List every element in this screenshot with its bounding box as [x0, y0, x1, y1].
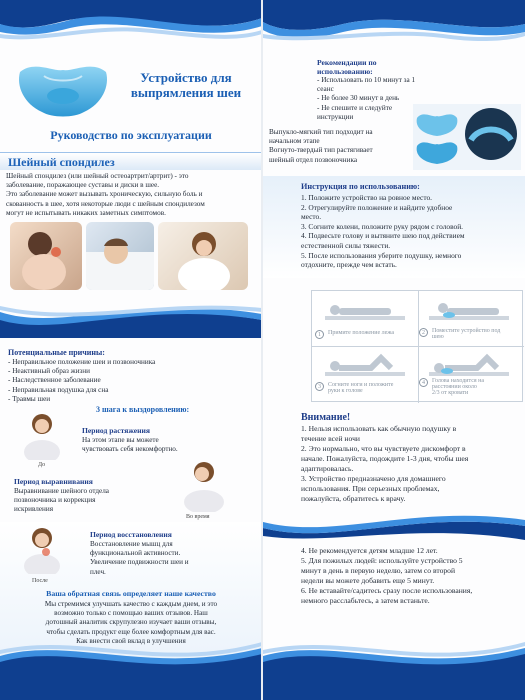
step4-number: 4 [419, 378, 428, 387]
intro-line: скованность в шее, хотя некоторые люди с шейным спондилезом [6, 199, 205, 208]
feedback-line: чтобы сделать продукт еще более комфортным для вас. [46, 627, 216, 636]
instructions-list [301, 193, 523, 270]
cause-item: - Неправильное положение шеи и позвоночника [8, 358, 156, 366]
stretch-line: чувствовать себя некомфортно. [82, 445, 178, 454]
feedback-title: Ваша обратная связь определяет наше качество [46, 589, 216, 598]
recovery-line: функциональной активности. [90, 549, 181, 558]
recommendations-title-line: Рекомендации по [317, 58, 377, 67]
step1-illustration [325, 296, 405, 322]
figure-after [20, 524, 66, 574]
step3-caption-line: руки к голове [328, 388, 363, 394]
step1-caption-line: Примите положение лежа [328, 330, 395, 336]
attention-line: пожалуйста, обратитесь к врачу. [301, 494, 406, 503]
feedback-line: возможно только с помощью ваших отзывов. Наш [54, 609, 208, 618]
product-title: Устройство для выпрямления шеи [130, 70, 242, 100]
instruction-line: отдохните, прежде чем встать. [301, 260, 397, 270]
instruction-line: естественной силы тяжести. [301, 240, 391, 250]
section-title-spondylosis: Шейный спондилез [8, 155, 115, 169]
neck-stretcher-device-image [14, 52, 112, 124]
rec-line: - Использовать по 10 минут за 1 [317, 76, 416, 84]
instruction-line: 3. Согните колени, положите руку рядом с головой. [301, 221, 464, 231]
side-line: Выпукло-мягкий тип подходит на [269, 128, 373, 136]
step4-caption-line: расстоянии около [432, 384, 477, 390]
step4-illustration [429, 352, 509, 378]
stretch-period-text [82, 436, 178, 454]
step1-number: 1 [315, 330, 324, 339]
instructions-title: Инструкция по использованию: [301, 182, 420, 191]
intro-line: заболевание, поражающее суставы и диски в шее. [6, 181, 160, 190]
rec-line: инструкции [317, 112, 354, 121]
figure-before [20, 410, 66, 460]
alignment-period-title: Период выравнивания [14, 477, 93, 486]
cause-item: - Наследственное заболевание [8, 376, 101, 385]
step3-caption-line: Согните ноги и положите [328, 382, 394, 388]
step4-caption-line: 2/3 от кровати [432, 390, 469, 396]
intro-text [6, 172, 258, 218]
align-line: Выравнивание шейного отдела [14, 487, 110, 495]
attention-line: течение всей ночи [301, 434, 360, 443]
note-line: 5. Для пожилых людей: используйте устройство 5 [301, 556, 463, 565]
photo-woman-neck [158, 222, 248, 290]
device-types-text [269, 128, 415, 165]
align-line: искривления [14, 505, 54, 514]
feedback-line: дотошный аналитик скрупулезно изучает ваши отзывы, [45, 618, 217, 627]
note-line: 4. Не рекомендуется детям младше 12 лет. [301, 546, 438, 555]
attention-line: использования. При серьезных проблемах, [301, 484, 440, 493]
label-during: Во время [186, 514, 210, 520]
recommendations-title-line: использованию: [317, 67, 373, 76]
step2-number: 2 [419, 328, 428, 337]
stretch-period-title: Период растяжения [82, 426, 150, 435]
additional-notes [301, 546, 523, 606]
feedback-line: Мы стремимся улучшать качество с каждым днем, и это [44, 600, 218, 608]
right-panel [263, 0, 525, 700]
note-line: недели вы можете добавить еще 5 минут. [301, 576, 435, 585]
recovery-line: Увеличение подвижности шеи и [90, 558, 189, 567]
note-line: 6. Не вставайте/садитесь сразу после использования, [301, 586, 473, 595]
steps-title: 3 шага к выздоровлению: [96, 405, 190, 414]
recommendations-title [317, 58, 377, 76]
bottom-wave-decoration [0, 627, 262, 700]
rec-line: - Не более 30 минут в день [317, 94, 400, 103]
instruction-line: 4. Подвесьте голову и вытяните шею под действием [301, 231, 465, 241]
causes-title: Потенциальные причины: [8, 348, 105, 357]
rec-line: - Не спешите и следуйте [317, 103, 393, 112]
instruction-line: 2. Отрегулируйте положение и найдите удобное [301, 202, 453, 212]
bottom-wave-decoration [263, 630, 525, 700]
recovery-line: Восстановление мышц для [90, 540, 173, 548]
label-after: После [32, 578, 48, 584]
left-panel [0, 0, 262, 700]
intro-line: Шейный спондилез (или шейный остеоартрит/артрит) - это [6, 172, 189, 180]
photo-sleeping-man [86, 222, 154, 290]
side-line: Вогнуто-твердый тип растягивает [269, 146, 373, 155]
causes-list [8, 358, 248, 404]
instruction-line: 5. После использования уберите подушку, немного [301, 250, 462, 260]
attention-line: 1. Нельзя использовать как обычную подушку в [301, 424, 457, 433]
instruction-line: 1. Положите устройство на ровное место. [301, 193, 433, 202]
attention-line: 2. Это нормально, что вы чувствуете дискомфорт в [301, 444, 466, 453]
middle-wave-decoration [0, 298, 262, 338]
side-line: начальном этапе [269, 137, 320, 146]
stretch-line: На этом этапе вы можете [82, 436, 159, 444]
photo-neck-pain [10, 222, 82, 290]
attention-title: Внимание! [301, 412, 351, 423]
note-line: немного расслабьтесь, а затем встаньте. [301, 596, 430, 605]
figure-during [178, 458, 228, 512]
attention-line: начале. Пожалуйста, подождите 1-3 дня, чтобы шея [301, 454, 469, 463]
label-before: До [38, 462, 46, 468]
feedback-line: Как внести свой вклад в улучшения [76, 636, 186, 645]
intro-line: Это заболевание может вызывать хроническую, сильную боль и [6, 190, 203, 199]
attention-line: адаптировалась. [301, 464, 354, 473]
step2-illustration [429, 296, 509, 322]
align-line: позвоночника и коррекция [14, 496, 96, 505]
recovery-period-text [90, 540, 189, 577]
top-wave-decoration [263, 0, 525, 60]
step3-caption [315, 382, 419, 394]
instruction-line: место. [301, 212, 322, 222]
recovery-line: плеч. [90, 567, 106, 576]
alignment-period-text [14, 487, 109, 515]
top-wave-decoration [0, 0, 262, 60]
step2-caption-line: шею [432, 334, 444, 340]
middle-wave-decoration [263, 506, 525, 546]
cause-item: - Травмы шеи [8, 394, 51, 403]
cause-item: - Неактивный образ жизни [8, 367, 90, 376]
recommendations-list [317, 76, 415, 122]
cause-item: - Неправильная подушка для сна [8, 385, 109, 394]
side-line: шейный отдел позвоночника [269, 155, 358, 164]
attention-list [301, 424, 523, 504]
step2-caption [419, 328, 523, 340]
intro-line: могут не испытывать никаких заметных симптомов. [6, 208, 166, 217]
recovery-period-title: Период восстановления [90, 530, 172, 539]
step1-caption [315, 330, 415, 339]
step3-number: 3 [315, 382, 324, 391]
rec-line: сеанс [317, 85, 334, 94]
step4-caption [419, 378, 523, 396]
step3-illustration [325, 352, 405, 378]
attention-line: 3. Устройство предназначено для домашнего [301, 474, 446, 483]
note-line: минут в день в первую неделю, затем со второй [301, 566, 456, 575]
manual-subtitle: Руководство по эксплуатации [50, 128, 212, 142]
device-types-image [413, 104, 521, 170]
step2-caption-line: Поместите устройство под [432, 328, 501, 334]
step4-caption-line: Голова находится на [432, 378, 485, 384]
